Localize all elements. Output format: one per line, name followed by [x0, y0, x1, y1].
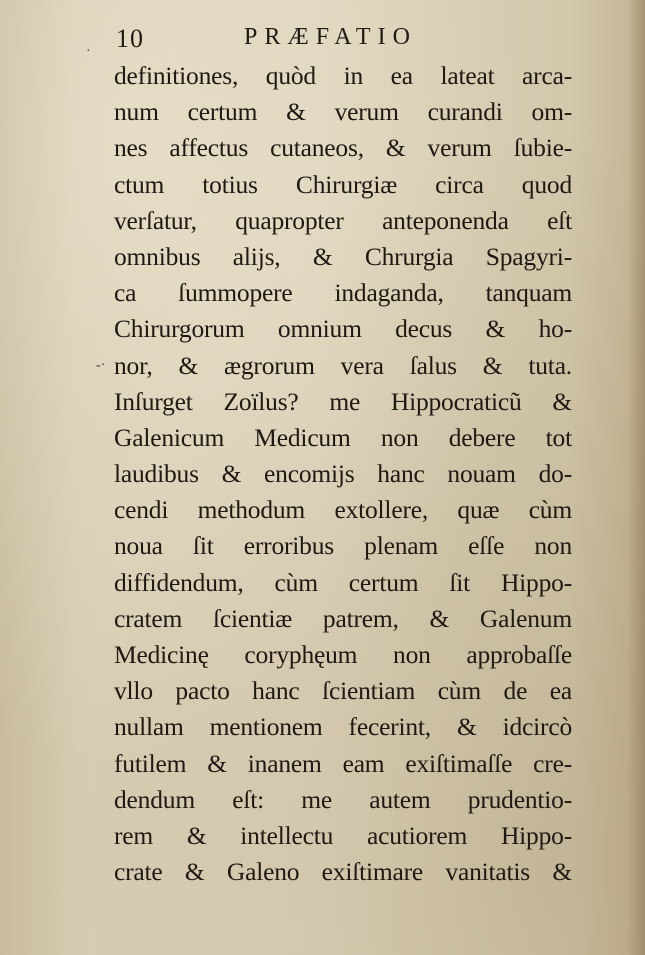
text-line: crate & Galeno exiſtimare vanitatis &: [114, 857, 572, 887]
page-number: 10: [116, 24, 144, 53]
text-line: cendi methodum extollere, quæ cùm: [114, 495, 572, 525]
text-line: omnibus alijs, & Chrurgia Spagyri-: [114, 241, 572, 271]
text-line: noua ſit erroribus plenam eſſe non: [114, 531, 572, 561]
running-head: PRÆFATIO: [244, 24, 417, 50]
text-line: Galenicum Medicum non debere tot: [114, 422, 572, 452]
text-line: num certum & verum curandi om-: [114, 97, 572, 127]
text-line: diffidendum, cùm certum ſit Hippo-: [114, 567, 572, 597]
text-line: Chirurgorum omnium decus & ho-: [114, 314, 572, 344]
margin-dot: ·: [86, 44, 91, 59]
text-line: nes affectus cutaneos, & verum ſubie-: [114, 133, 572, 163]
text-line: nullam mentionem fecerint, & idcircò: [114, 712, 572, 742]
text-line: laudibus & encomijs hanc nouam do-: [114, 459, 572, 489]
text-line: dendum eſt: me autem prudentio-: [114, 784, 572, 814]
text-line: futilem & inanem eam exiſtimaſſe cre-: [114, 748, 572, 778]
text-line: rem & intellectu acutiorem Hippo-: [114, 820, 572, 850]
text-line: ca ſummopere indaganda, tanquam: [114, 278, 572, 308]
text-line: nor, & ægrorum vera ſalus & tuta.: [114, 350, 572, 380]
text-line: ctum totius Chirurgiæ circa quod: [114, 169, 572, 199]
text-line: verſatur, quapropter anteponenda eſt: [114, 205, 572, 235]
page-edge-shadow: [627, 0, 645, 955]
page-header: [0, 22, 645, 58]
text-line: cratem ſcientiæ patrem, & Galenum: [114, 603, 572, 633]
text-line: definitiones, quòd in ea lateat arca-: [114, 61, 572, 90]
margin-dash: -·: [96, 358, 106, 373]
body-text: [114, 58, 572, 890]
text-line: Inſurget Zoïlus? me Hippocraticũ &: [114, 386, 572, 416]
text-line: vllo pacto hanc ſcientiam cùm de ea: [114, 676, 572, 706]
text-line: Medicinę coryphęum non approbaſſe: [114, 640, 572, 669]
